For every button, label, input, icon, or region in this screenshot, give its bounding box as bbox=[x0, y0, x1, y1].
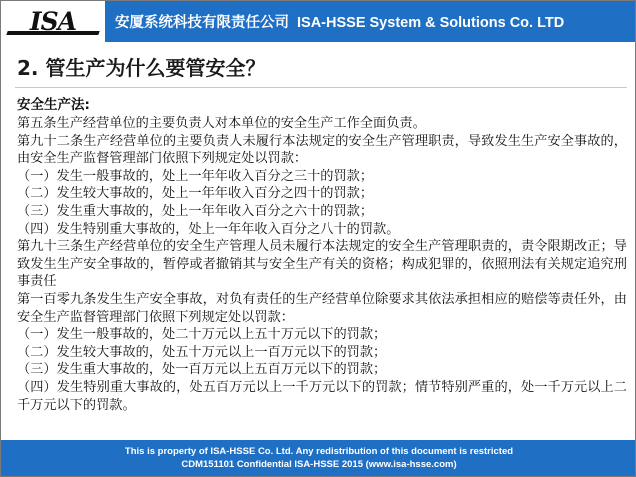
slide-content bbox=[1, 42, 636, 442]
section-subheading: 安全生产法: bbox=[17, 97, 90, 113]
paragraph: （一）发生一般事故的，处上一年年收入百分之三十的罚款； bbox=[17, 168, 374, 184]
header-title-cn: 安厦系统科技有限责任公司 bbox=[115, 15, 289, 31]
paragraph: 第九十三条生产经营单位的安全生产管理人员未履行本法规定的安全生产管理职责的，责令限期改正；导致发生生产安全事故的，暂停或者撤销其与安全生产有关的资格；构成犯罪的，依照刑法有关规定追究刑事责任 bbox=[17, 239, 627, 290]
footer-document-id: CDM151101 Confidential ISA-HSSE 2015 (www.isa-hsse.com) bbox=[181, 459, 457, 470]
logo-text: ISA bbox=[29, 7, 77, 36]
paragraph: （一）发生一般事故的，处二十万元以上五十万元以下的罚款； bbox=[17, 327, 387, 343]
footer-copyright: This is property of ISA-HSSE Co. Ltd. Any redistribution of this document is restricted bbox=[124, 446, 514, 457]
title-divider bbox=[15, 87, 627, 88]
paragraph: （二）发生较大事故的，处上一年年收入百分之四十的罚款； bbox=[17, 186, 374, 202]
header-title-en: ISA-HSSE System & Solutions Co. LTD bbox=[297, 15, 565, 31]
header-title bbox=[105, 11, 636, 32]
paragraph: （二）发生较大事故的，处五十万元以上一百万元以下的罚款； bbox=[17, 344, 387, 360]
company-logo bbox=[1, 1, 105, 42]
paragraph: 第一百零九条发生生产安全事故，对负有责任的生产经营单位除要求其依法承担相应的赔偿等责任外，由安全生产监督管理部门依照下列规定处以罚款： bbox=[17, 291, 627, 325]
page-title: 2. 管生产为什么要管安全？ bbox=[17, 56, 266, 80]
paragraph: （四）发生特别重大事故的，处五百万元以上一千万元以下的罚款；情节特别严重的，处一千万元以上二千万元以下的罚款。 bbox=[17, 379, 627, 413]
slide-header bbox=[1, 1, 636, 42]
paragraph: 第九十二条生产经营单位的主要负责人未履行本法规定的安全生产管理职责，导致发生生产安全事故的，由安全生产监督管理部门依照下列规定处以罚款： bbox=[17, 133, 627, 167]
paragraph: （三）发生重大事故的，处一百万元以上五百万元以下的罚款； bbox=[17, 362, 387, 378]
paragraph: （三）发生重大事故的，处上一年年收入百分之六十的罚款； bbox=[17, 203, 374, 219]
paragraph: 第五条生产经营单位的主要负责人对本单位的安全生产工作全面负责。 bbox=[17, 116, 426, 131]
slide-footer bbox=[1, 440, 636, 476]
paragraph: （四）发生特别重大事故的，处上一年年收入百分之八十的罚款。 bbox=[17, 221, 400, 237]
